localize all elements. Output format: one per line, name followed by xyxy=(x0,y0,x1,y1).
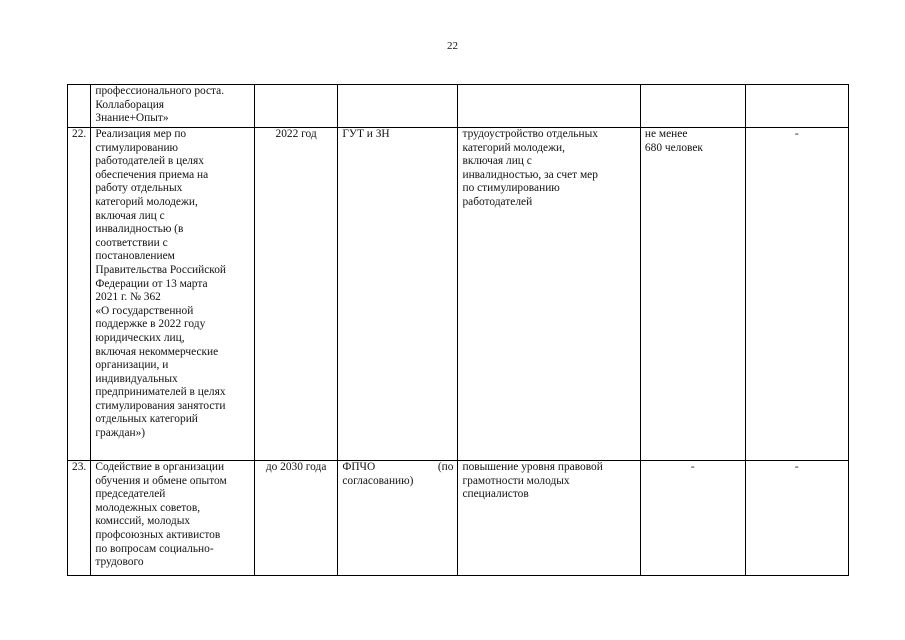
deadline-cell xyxy=(254,85,337,128)
row-number-cell: 22. xyxy=(68,128,91,461)
note-cell xyxy=(745,85,849,128)
table-row xyxy=(68,85,849,128)
result-cell: повышение уровня правовой грамотности молодых специалистов xyxy=(458,461,640,576)
result-cell xyxy=(458,85,640,128)
row-number-cell xyxy=(68,85,91,128)
executor-cell xyxy=(338,461,458,576)
executor-cell: ГУТ и ЗН xyxy=(338,128,458,461)
note-cell: - xyxy=(745,128,849,461)
measures-table xyxy=(67,84,849,576)
row-number-cell: 23. xyxy=(68,461,91,576)
deadline-cell: 2022 год xyxy=(254,128,337,461)
executor-qualifier-line2: согласованию) xyxy=(342,474,414,487)
indicator-cell: - xyxy=(640,461,745,576)
table-row xyxy=(68,461,849,576)
result-cell: трудоустройство отдельных категорий молодежи, включая лиц с инвалидностью, за счет мер по стимулированию работодателей xyxy=(458,128,640,461)
measure-name-cell: Реализация мер по стимулированию работодателей в целях обеспечения приема на работу отдельных категорий молодежи, включая лиц с инвалидностью (в соответствии с постановлением Правительства Российской Федерации от 13 марта 2021 г. № 362 «О государственной поддержке в 2022 году юридических лиц, включая некоммерческие организации, и индивидуальных предпринимателей в целях стимулирования занятости отдельных категорий граждан») xyxy=(91,128,255,461)
note-cell: - xyxy=(745,461,849,576)
deadline-cell: до 2030 года xyxy=(254,461,337,576)
executor-cell xyxy=(338,85,458,128)
indicator-cell xyxy=(640,85,745,128)
page-number: 22 xyxy=(447,40,458,52)
measure-name-cell: Содействие в организации обучения и обмене опытом председателей молодежных советов, комиссий, молодых профсоюзных активистов по вопросам социально- трудового xyxy=(91,461,255,576)
measure-name-cell: профессионального роста. Коллаборация Знание+Опыт» xyxy=(91,85,255,128)
executor-qualifier: (по xyxy=(437,461,454,473)
indicator-cell: не менее 680 человек xyxy=(640,128,745,461)
table-row xyxy=(68,128,849,461)
executor-name: ФПЧО xyxy=(342,461,376,473)
